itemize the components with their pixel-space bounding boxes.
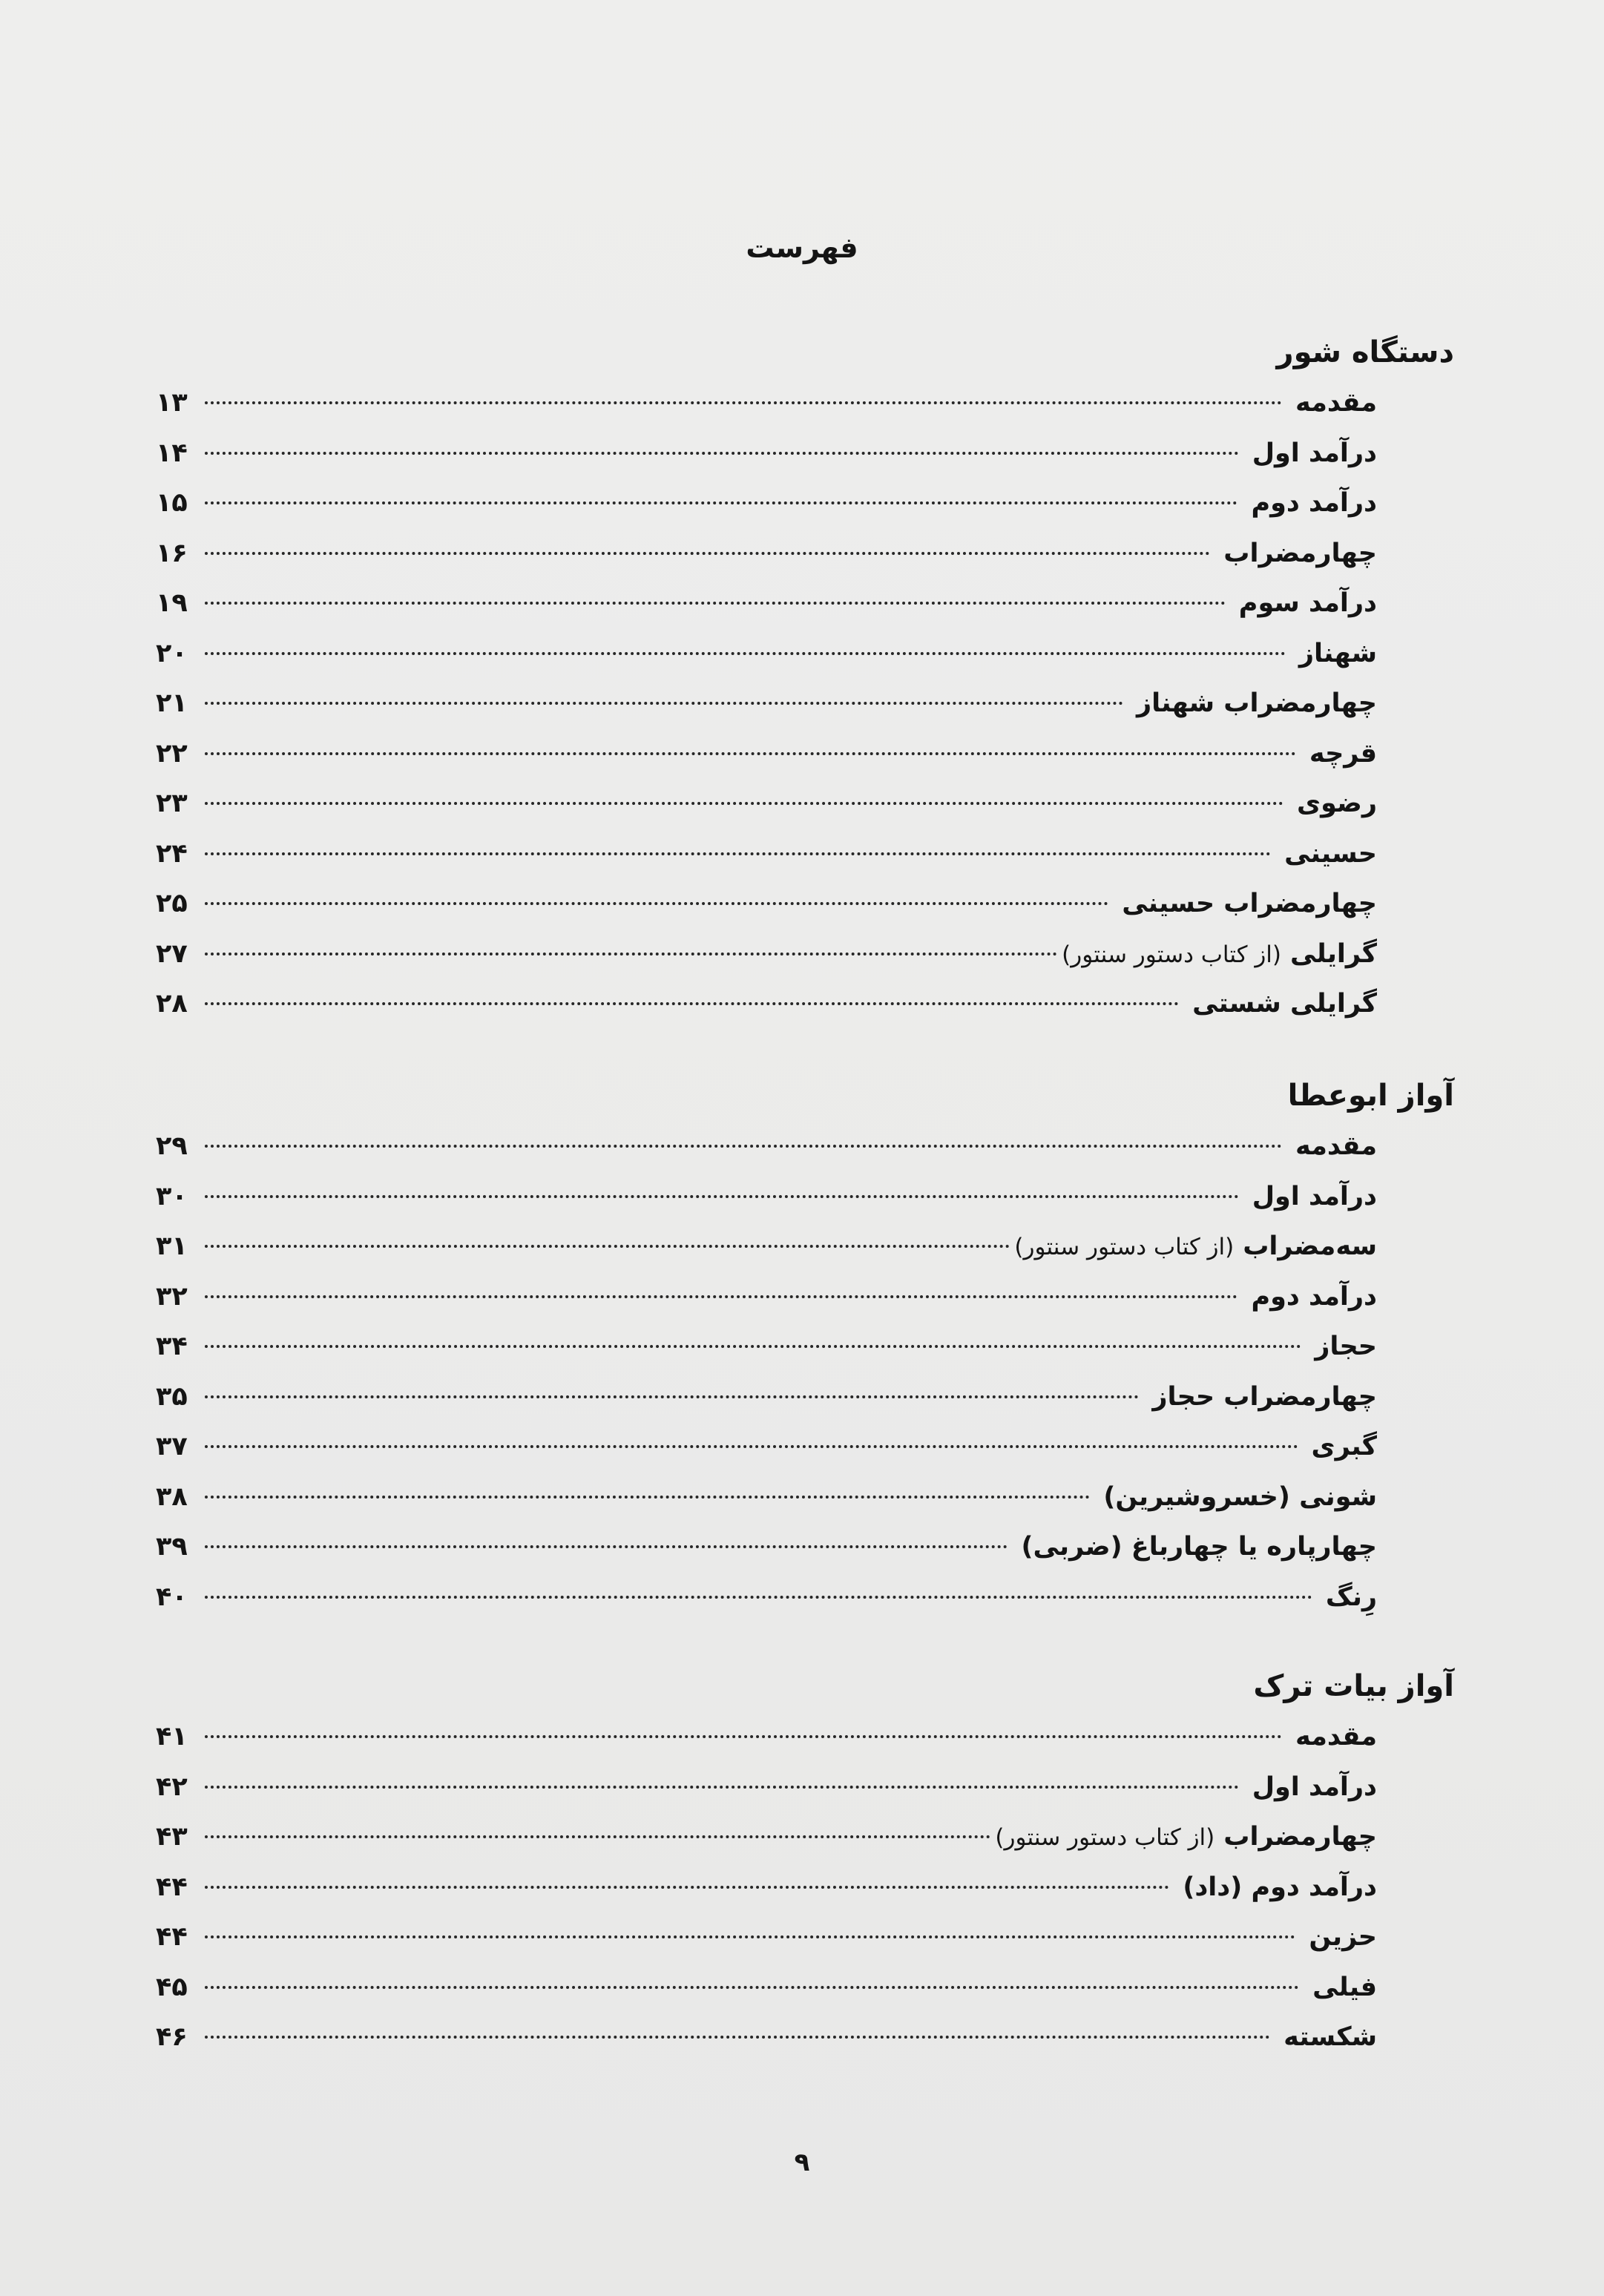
toc-section-shur	[156, 326, 1454, 1030]
toc-entry-label: گرایلی شستی	[1192, 989, 1377, 1019]
dot-leader	[205, 1245, 1010, 1248]
toc-entry-label: رضوی	[1297, 789, 1377, 818]
toc-entry	[156, 879, 1377, 930]
toc-entry	[156, 779, 1377, 829]
toc-entry-label: چهارمضراب حجاز	[1152, 1381, 1377, 1412]
toc-entry-label: درآمد سوم	[1238, 588, 1377, 618]
toc-entry-label: فیلی	[1312, 1972, 1377, 2002]
toc-entry-label: قرچه	[1309, 738, 1377, 769]
toc-entry-page: ۱۶	[156, 538, 188, 568]
dot-leader	[205, 953, 1057, 955]
toc-entry-label: رِنگ	[1325, 1582, 1377, 1612]
section-heading: آواز ابوعطا	[1287, 1079, 1454, 1113]
dot-leader	[205, 1445, 1298, 1448]
toc-entry-page: ۴۲	[156, 1772, 188, 1802]
dot-leader	[205, 552, 1210, 555]
dot-leader	[205, 1986, 1299, 1989]
dot-leader	[205, 1496, 1090, 1499]
toc-list	[156, 378, 1454, 1030]
toc-entry-page: ۴۶	[156, 2022, 188, 2052]
toc-entry	[156, 1122, 1377, 1172]
toc-entry	[156, 1912, 1377, 1963]
toc-entry	[156, 1763, 1377, 1813]
toc-entry	[156, 478, 1377, 529]
toc-entry	[156, 2013, 1377, 2063]
toc-entry-label: حزین	[1309, 1922, 1377, 1952]
dot-leader	[205, 1345, 1301, 1348]
dot-leader	[205, 1295, 1237, 1298]
toc-entry	[156, 1322, 1377, 1372]
dot-leader	[205, 602, 1226, 605]
toc-entry-label: چهارمضراب	[1223, 538, 1377, 568]
dot-leader	[205, 2036, 1270, 2039]
toc-entry-page: ۴۱	[156, 1722, 188, 1751]
toc-entry	[156, 829, 1377, 880]
toc-entry-label: چهارمضراب شهناز	[1136, 688, 1377, 718]
toc-entry-page: ۲۴	[156, 838, 188, 869]
dot-leader	[205, 1935, 1295, 1938]
toc-entry-page: ۳۸	[156, 1481, 188, 1512]
toc-entry	[156, 1222, 1377, 1272]
toc-entry	[156, 429, 1377, 479]
toc-entry-page: ۴۰	[156, 1582, 188, 1612]
toc-entry-page: ۳۰	[156, 1181, 188, 1211]
toc-section-abuata	[156, 1070, 1454, 1622]
toc-entry-page: ۲۱	[156, 688, 188, 718]
toc-entry	[156, 1963, 1377, 2013]
toc-entry-page: ۴۴	[156, 1872, 188, 1902]
toc-entry-note: (از کتاب دستور سنتور)	[1062, 941, 1282, 968]
toc-entry-label: درآمد دوم	[1251, 1281, 1377, 1312]
toc-entry	[156, 529, 1377, 579]
page-number: ۹	[794, 2148, 810, 2177]
toc-entry-page: ۴۳	[156, 1822, 188, 1852]
toc-entry-page: ۱۵	[156, 488, 188, 518]
toc-entry-label: چهارمضراب	[1223, 1822, 1377, 1852]
toc-entry-label: مقدمه	[1295, 388, 1377, 418]
toc-entry	[156, 378, 1377, 429]
toc-entry-page: ۱۴	[156, 438, 188, 468]
toc-entry-page: ۳۲	[156, 1281, 188, 1312]
toc-entry	[156, 979, 1377, 1030]
dot-leader	[205, 852, 1271, 855]
toc-entry-page: ۲۵	[156, 889, 188, 918]
dot-leader	[205, 1735, 1282, 1738]
dot-leader	[205, 1545, 1008, 1548]
dot-leader	[205, 1195, 1239, 1198]
dot-leader	[205, 652, 1286, 655]
toc-entry-label: شکسته	[1283, 2022, 1377, 2052]
toc-entry	[156, 930, 1377, 980]
toc-entry-page: ۲۸	[156, 989, 188, 1019]
dot-leader	[205, 1145, 1282, 1148]
toc-entry-label: مقدمه	[1295, 1722, 1377, 1751]
toc-entry-label: درآمد دوم	[1251, 488, 1377, 518]
dot-leader	[205, 1835, 990, 1838]
dot-leader	[205, 1596, 1312, 1599]
toc-entry-label: شونی (خسروشیرین)	[1103, 1481, 1377, 1512]
toc-entry-page: ۱۹	[156, 588, 188, 618]
toc-entry	[156, 1863, 1377, 1913]
toc-entry	[156, 1372, 1377, 1423]
toc-entry-label: مقدمه	[1295, 1131, 1377, 1161]
toc-entry-label: چهارمضراب حسینی	[1122, 889, 1377, 918]
toc-entry-label: درآمد دوم (داد)	[1183, 1872, 1377, 1902]
toc-entry-label: درآمد اول	[1252, 438, 1377, 468]
toc-entry-page: ۲۰	[156, 638, 188, 668]
dot-leader	[205, 1002, 1179, 1005]
toc-entry	[156, 1522, 1377, 1573]
dot-leader	[205, 401, 1282, 404]
toc-entry	[156, 1812, 1377, 1863]
page-title: فهرست	[746, 231, 858, 264]
toc-entry-label: شهناز	[1298, 638, 1377, 668]
dot-leader	[205, 1395, 1139, 1398]
dot-leader	[205, 702, 1123, 705]
dot-leader	[205, 452, 1239, 455]
toc-entry-label: حجاز	[1315, 1332, 1377, 1361]
toc-entry-page: ۲۹	[156, 1131, 188, 1161]
toc-entry	[156, 1573, 1377, 1623]
toc-entry-page: ۴۵	[156, 1972, 188, 2002]
section-heading: آواز بیات ترک	[1253, 1669, 1454, 1703]
toc-entry-page: ۳۱	[156, 1231, 188, 1261]
dot-leader	[205, 902, 1108, 905]
dot-leader	[205, 1786, 1239, 1789]
toc-entry-label: حسینی	[1284, 838, 1377, 869]
toc-entry-label: سه‌مضراب	[1243, 1231, 1377, 1261]
toc-entry-label: گبری	[1311, 1432, 1377, 1461]
toc-entry	[156, 1473, 1377, 1523]
toc-entry-page: ۲۷	[156, 938, 188, 969]
toc-entry-page: ۱۳	[156, 388, 188, 418]
toc-entry-page: ۲۲	[156, 738, 188, 769]
toc-entry-label: گرایلی	[1290, 938, 1377, 969]
toc-entry	[156, 679, 1377, 729]
toc-entry-label: چهارپاره یا چهارباغ (ضربی)	[1021, 1532, 1377, 1562]
dot-leader	[205, 752, 1296, 755]
toc-entry-page: ۲۳	[156, 789, 188, 818]
toc-entry	[156, 1272, 1377, 1323]
toc-entry-page: ۳۷	[156, 1432, 188, 1461]
toc-list	[156, 1122, 1454, 1622]
toc-entry	[156, 1422, 1377, 1473]
toc-entry-note: (از کتاب دستور سنتور)	[995, 1824, 1215, 1851]
toc-entry	[156, 729, 1377, 780]
toc-entry-page: ۳۴	[156, 1332, 188, 1361]
toc-entry	[156, 1172, 1377, 1223]
toc-entry	[156, 1712, 1377, 1763]
toc-entry	[156, 629, 1377, 680]
dot-leader	[205, 1886, 1169, 1889]
toc-entry-page: ۳۹	[156, 1532, 188, 1562]
section-heading: دستگاه شور	[1276, 335, 1454, 369]
toc-section-bayat-tork	[156, 1660, 1454, 2063]
toc-list	[156, 1712, 1454, 2063]
toc-entry-label: درآمد اول	[1252, 1181, 1377, 1211]
toc-entry-page: ۳۵	[156, 1381, 188, 1412]
toc-entry-page: ۴۴	[156, 1922, 188, 1952]
dot-leader	[205, 802, 1283, 805]
toc-entry-note: (از کتاب دستور سنتور)	[1014, 1234, 1235, 1260]
toc-entry	[156, 579, 1377, 629]
toc-entry-label: درآمد اول	[1252, 1772, 1377, 1802]
dot-leader	[205, 501, 1237, 504]
